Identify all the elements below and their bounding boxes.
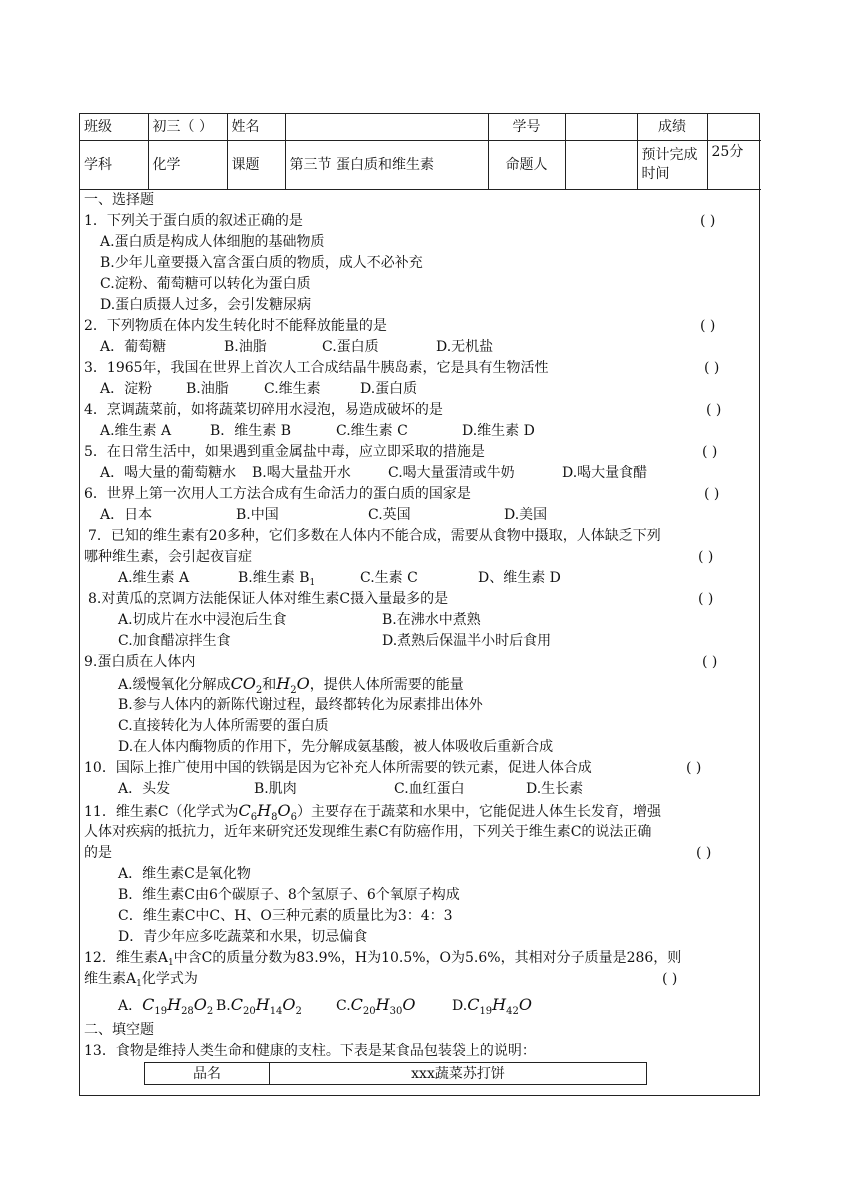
formula [230, 995, 302, 1017]
option[interactable]: B.参与人体内的新陈代谢过程，最终都转化为尿素排出体外 [118, 697, 483, 713]
option[interactable]: A．淀粉 [100, 381, 153, 397]
question-2-stem [84, 316, 755, 337]
formula-part: O [402, 995, 416, 1014]
answer-blank[interactable]: ( ) [704, 360, 720, 376]
option[interactable]: B.喝大量盐开水 [252, 465, 351, 481]
question-1-stem [84, 211, 755, 232]
section-heading: 一、选择题 [84, 192, 154, 208]
subscript: 2 [255, 685, 263, 696]
score-label: 成绩 [637, 114, 707, 141]
formula-part: C [467, 995, 480, 1014]
answer-blank[interactable]: ( ) [686, 760, 702, 776]
subject-value: 化学 [148, 141, 227, 190]
option[interactable]: A.切成片在水中浸泡后生食 [118, 612, 287, 628]
product-name-value: xxx蔬菜苏打饼 [270, 1063, 647, 1085]
question-6-stem [84, 484, 755, 505]
question-7-stem: 7．已知的维生素有20多种，它们多数在人体内不能合成，需要从食物中摄取，人体缺乏下列 [88, 528, 661, 544]
formula-part: H [255, 995, 270, 1014]
question-11-stem-cont: 人体对疾病的抵抗力，近年来研究还发现维生素C有防癌作用，下列关于维生素C的说法正确 [84, 824, 652, 840]
option[interactable] [84, 673, 755, 695]
option[interactable]: C.蛋白质 [322, 339, 379, 355]
subscript: 19 [479, 1006, 493, 1017]
topic-value: 第三节 蛋白质和维生素 [285, 141, 488, 190]
answer-blank[interactable]: ( ) [700, 318, 716, 334]
subscript: 42 [506, 1006, 519, 1017]
option[interactable]: A.维生素 A [118, 570, 190, 586]
score-value[interactable] [707, 114, 761, 141]
formula-part: H [257, 801, 272, 820]
question-text: 4．烹调蔬菜前，如将蔬菜切碎用水浸泡，易造成破坏的是 [84, 402, 443, 418]
option[interactable]: C．维生素C中C、H、O三种元素的质量比为3：4：3 [118, 908, 453, 924]
formula-part: C [350, 995, 363, 1014]
answer-blank[interactable]: ( ) [704, 486, 720, 502]
name-label: 姓名 [227, 114, 285, 141]
header-table [80, 114, 761, 190]
question-text: 哪种维生素，会引起夜盲症 [84, 549, 252, 565]
question-3-stem [84, 358, 755, 379]
option-text: 和 [262, 677, 277, 693]
question-8-stem [84, 589, 755, 610]
formula-h2o [276, 674, 310, 696]
options-row [84, 505, 755, 526]
options-row [84, 379, 755, 400]
question-13-stem: 13．食物是维持人类生命和健康的支柱。下表是某食品包装袋上的说明： [84, 1043, 536, 1059]
product-table [144, 1062, 647, 1085]
question-4-stem [84, 400, 755, 421]
answer-blank[interactable]: ( ) [698, 549, 714, 565]
subscript: 8 [271, 812, 278, 823]
option[interactable]: C.维生素 [264, 381, 321, 397]
question-text: 1．下列关于蛋白质的叙述正确的是 [84, 213, 303, 229]
options-row [84, 610, 755, 631]
answer-blank[interactable]: ( ) [698, 591, 714, 607]
formula-vitamin-c [238, 801, 297, 823]
subscript: 1 [136, 979, 142, 989]
option[interactable]: B.油脂 [224, 339, 267, 355]
time-value: 25分 [707, 141, 761, 190]
subscript: 28 [181, 1006, 194, 1017]
option[interactable]: D.美国 [504, 507, 548, 523]
option[interactable]: D.无机盐 [436, 339, 494, 355]
question-area [80, 190, 759, 1085]
subscript: 1 [309, 578, 316, 588]
section-heading: 二、填空题 [84, 1022, 154, 1038]
subscript: 30 [389, 1006, 403, 1017]
formula-part: H [492, 995, 507, 1014]
question-text: 化学式为 [141, 971, 198, 987]
answer-blank[interactable]: ( ) [702, 654, 718, 670]
question-10-stem [84, 758, 755, 779]
table-row [145, 1063, 647, 1085]
author-value [565, 141, 637, 190]
option[interactable]: B.少年儿童要摄入富含蛋白质的物质，成人不必补充 [100, 255, 423, 271]
option[interactable]: C.维生素 C [336, 423, 408, 439]
question-text: 的是 [84, 845, 112, 861]
formula-part: O [282, 995, 296, 1014]
formula [350, 995, 416, 1017]
option-label: A． [118, 998, 143, 1014]
option[interactable]: D.煮熟后保温半小时后食用 [382, 633, 552, 649]
subject-label: 学科 [80, 141, 148, 190]
subscript: 6 [290, 812, 297, 823]
question-12-stem [84, 948, 755, 969]
options-row [84, 631, 755, 652]
option[interactable]: A．头发 [118, 781, 171, 797]
answer-blank[interactable]: ( ) [706, 402, 722, 418]
option-label: B. [216, 998, 231, 1014]
worksheet [79, 113, 760, 1096]
question-5-stem [84, 442, 755, 463]
option-text: ，提供人体所需要的能量 [309, 677, 464, 693]
option[interactable]: D.维生素 D [462, 423, 535, 439]
student-id-label: 学号 [488, 114, 565, 141]
question-text: 11．维生素C（化学式为 [84, 804, 239, 820]
formula-part: CO [230, 674, 256, 693]
question-text: 12．维生素A [84, 950, 168, 966]
question-9-stem [84, 652, 755, 673]
question-12-stem-cont [84, 969, 755, 990]
option[interactable]: B.在沸水中煮熟 [382, 612, 481, 628]
name-value[interactable] [285, 114, 488, 141]
formula-part: O [193, 995, 207, 1014]
question-text: 8.对黄瓜的烹调方法能保证人体对维生素C摄入量最多的是 [88, 591, 449, 607]
options-row [84, 337, 755, 358]
formula-part: O [518, 995, 532, 1014]
option[interactable]: B．维生素 B [210, 423, 292, 439]
option[interactable]: D．青少年应多吃蔬菜和水果，切忌偏食 [118, 929, 368, 945]
question-11-stem [84, 800, 755, 822]
option[interactable]: C.淀粉、葡萄糖可以转化为蛋白质 [100, 276, 311, 292]
question-text: 2．下列物质在体内发生转化时不能释放能量的是 [84, 318, 387, 334]
option[interactable]: A．维生素C是氧化物 [118, 866, 251, 882]
option[interactable]: C.血红蛋白 [394, 781, 465, 797]
subscript: 20 [362, 1006, 376, 1017]
formula-co2 [230, 674, 263, 696]
option[interactable]: D.在人体内酶物质的作用下，先分解成氨基酸，被人体吸收后重新合成 [118, 739, 554, 755]
option[interactable]: C.加食醋凉拌生食 [118, 633, 231, 649]
option[interactable]: C.英国 [368, 507, 411, 523]
product-name-label: 品名 [145, 1063, 270, 1085]
option-text: B.维生素 B [238, 570, 310, 586]
formula [142, 995, 214, 1017]
formula-part: H [375, 995, 390, 1014]
option[interactable]: C.生素 C [360, 570, 418, 586]
time-label: 预计完成时间 [637, 141, 707, 190]
subscript: 14 [269, 1006, 283, 1017]
option[interactable]: D.生长素 [526, 781, 584, 797]
option[interactable]: D.蛋白质摄人过多，会引发糖尿病 [100, 297, 312, 313]
subscript: 1 [167, 958, 174, 968]
option[interactable]: C.直接转化为人体所需要的蛋白质 [118, 718, 329, 734]
option[interactable]: A．葡萄糖 [100, 339, 167, 355]
formula-part: C [230, 995, 243, 1014]
question-text: 5．在日常生活中，如果遇到重金属盐中毒，应立即采取的措施是 [84, 444, 485, 460]
formula-part: C [142, 995, 155, 1014]
option[interactable]: B.中国 [236, 507, 279, 523]
subscript: 2 [290, 685, 297, 696]
answer-blank[interactable]: ( ) [700, 213, 716, 229]
question-text: 中含C的质量分数为83.9%，H为10.5%，O为5.6%，其相对分子质量是286，则 [173, 950, 682, 966]
options-row [84, 463, 755, 484]
option-label: D. [452, 998, 468, 1014]
formula [467, 995, 532, 1017]
author-label: 命题人 [488, 141, 565, 190]
option-text: A.缓慢氧化分解成 [118, 677, 231, 693]
option[interactable]: D.蛋白质 [360, 381, 418, 397]
subscript: 2 [206, 1006, 214, 1017]
formula-part: C [238, 801, 251, 820]
option[interactable]: A.蛋白质是构成人体细胞的基础物质 [100, 234, 325, 250]
option[interactable]: B．维生素C由6个碳原子、8个氢原子、6个氧原子构成 [118, 887, 460, 903]
answer-blank[interactable]: ( ) [702, 444, 718, 460]
formula-part: H [167, 995, 182, 1014]
option[interactable]: A.维生素 A [100, 423, 172, 439]
subscript: 6 [250, 812, 258, 823]
options-row [84, 779, 755, 800]
option[interactable]: D、维生素 D [478, 570, 561, 586]
question-text: 3．1965年，我国在世界上首次人工合成结晶牛胰岛素，它是具有生物活性 [84, 360, 549, 376]
question-text: 9.蛋白质在人体内 [84, 654, 196, 670]
subscript: 2 [295, 1006, 302, 1017]
question-11-stem-cont [84, 843, 755, 864]
subscript: 19 [154, 1006, 168, 1017]
option[interactable]: A．日本 [100, 507, 153, 523]
topic-label: 课题 [227, 141, 285, 190]
question-text: 6．世界上第一次用人工方法合成有生命活力的蛋白质的国家是 [84, 486, 471, 502]
answer-blank[interactable]: ( ) [696, 845, 712, 861]
answer-blank[interactable]: ( ) [662, 971, 678, 987]
formula-part: H [276, 674, 291, 693]
option[interactable]: D.喝大量食醋 [562, 465, 648, 481]
subscript: 20 [243, 1006, 256, 1017]
option-label: C. [336, 998, 351, 1014]
option[interactable]: B.油脂 [186, 381, 229, 397]
options-row [84, 990, 755, 1020]
class-value[interactable]: 初三（ ） [148, 114, 227, 141]
option[interactable]: C.喝大量蛋清或牛奶 [388, 465, 515, 481]
options-row [84, 421, 755, 442]
question-text: 10．国际上推广使用中国的铁锅是因为它补充人体所需要的铁元素，促进人体合成 [84, 760, 592, 776]
question-text: 维生素A [84, 971, 137, 987]
formula-part: O [277, 801, 291, 820]
option[interactable]: B.肌肉 [254, 781, 297, 797]
formula-part: O [296, 674, 310, 693]
class-label: 班级 [80, 114, 148, 141]
question-7-stem-cont [84, 547, 755, 568]
options-row [84, 568, 755, 589]
student-id-value[interactable] [565, 114, 637, 141]
option[interactable]: A．喝大量的葡萄糖水 [100, 465, 237, 481]
question-text: ）主要存在于蔬菜和水果中，它能促进人体生长发育，增强 [296, 804, 661, 820]
